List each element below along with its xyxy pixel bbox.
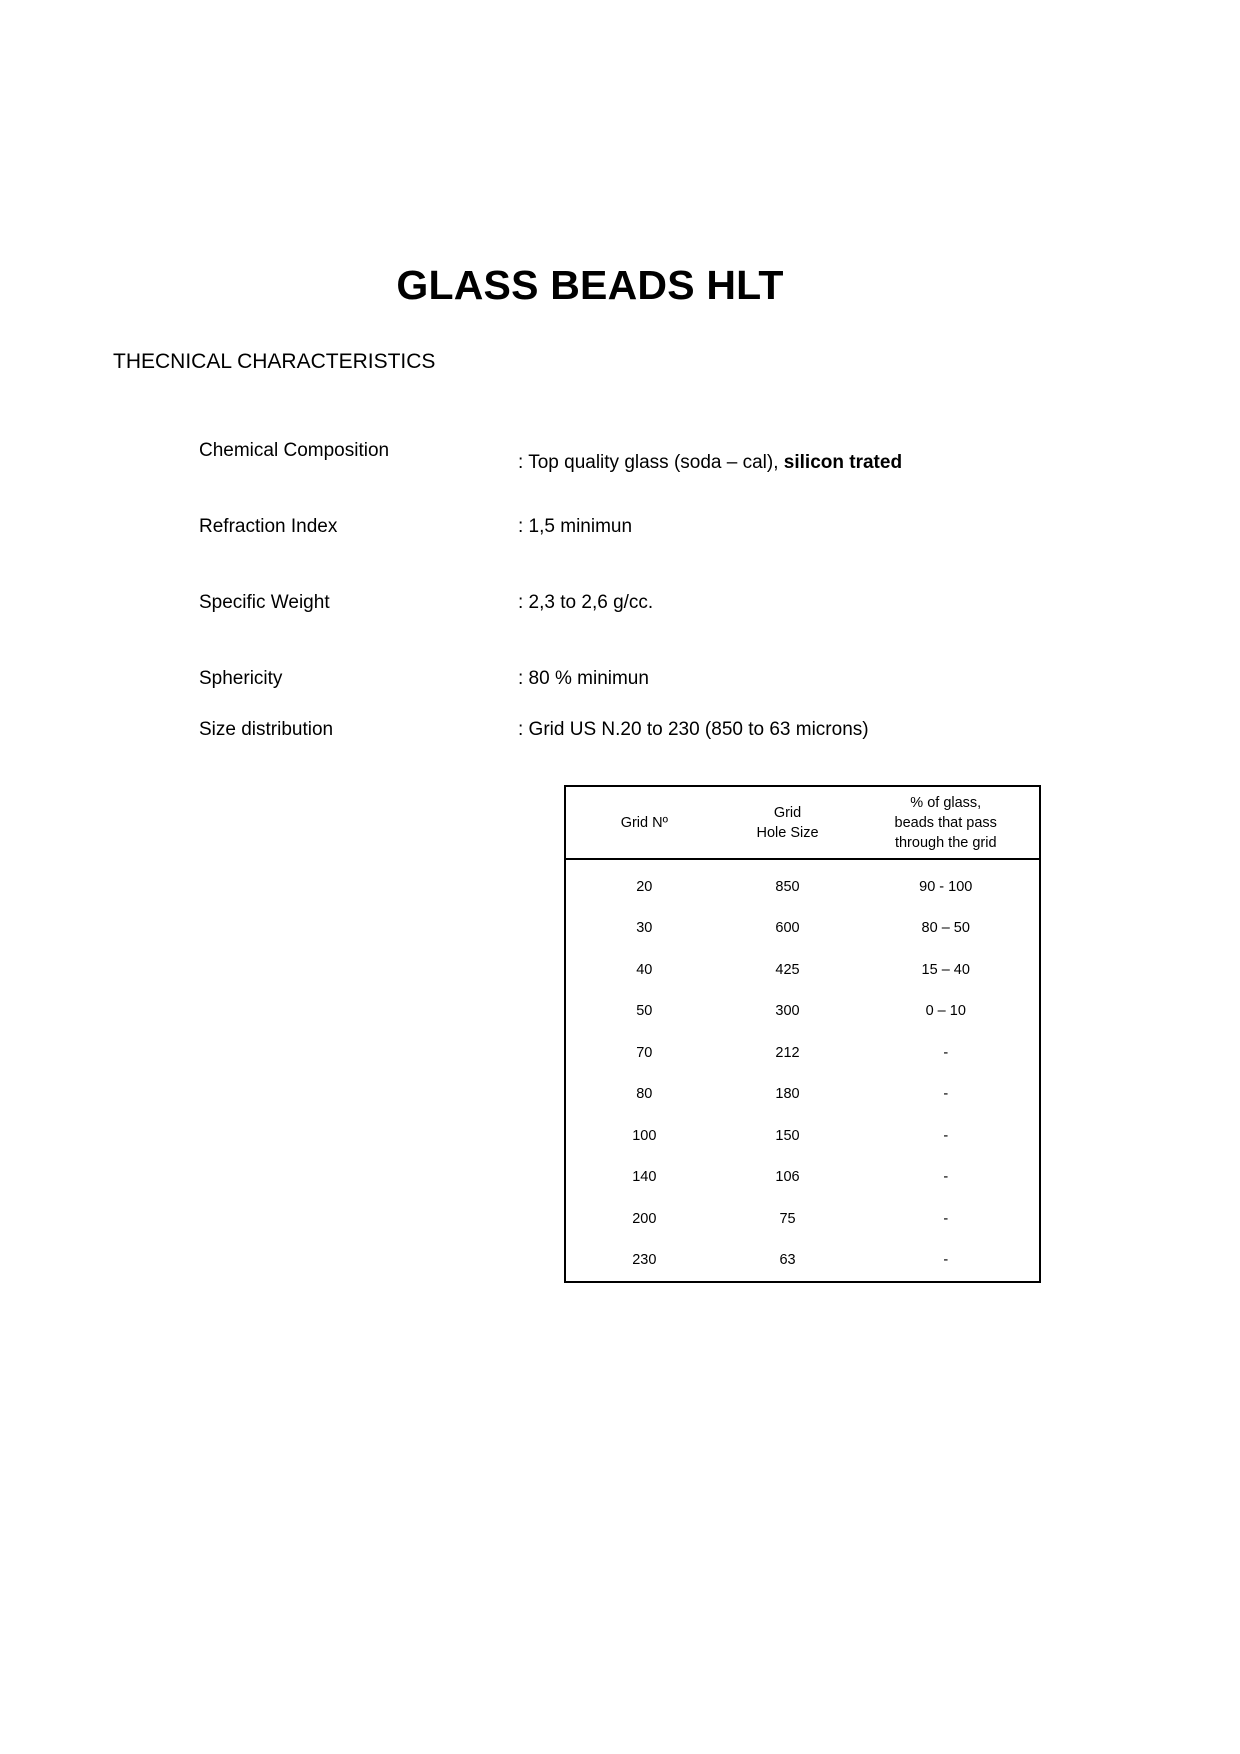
cell-hole-size: 600 xyxy=(775,920,800,937)
header-grid-no: Grid Nº xyxy=(565,786,723,859)
cell-hole-size: 75 xyxy=(779,1210,796,1227)
grid-size-table xyxy=(564,785,1041,1283)
table-row xyxy=(565,1157,1040,1199)
cell-pass-percent: 90 - 100 xyxy=(919,878,973,895)
cell-hole-size: 63 xyxy=(779,1252,796,1269)
table-row xyxy=(565,1032,1040,1074)
characteristic-value-bold: silicon trated xyxy=(783,452,903,473)
characteristic-label: Specific Weight xyxy=(199,592,330,613)
table-row xyxy=(565,859,1040,908)
header-hole-size xyxy=(723,786,853,859)
header-pass-line: % of glass, xyxy=(910,794,982,811)
cell-grid-no: 40 xyxy=(636,961,653,978)
cell-pass-percent: - xyxy=(943,1127,949,1144)
cell-hole-size: 300 xyxy=(775,1003,800,1020)
header-pass-percent xyxy=(852,786,1040,859)
cell-pass-percent: - xyxy=(943,1169,949,1186)
cell-pass-percent: - xyxy=(943,1252,949,1269)
cell-hole-size: 212 xyxy=(775,1044,800,1061)
cell-hole-size: 425 xyxy=(775,961,800,978)
cell-pass-percent: - xyxy=(943,1210,949,1227)
cell-grid-no: 100 xyxy=(632,1127,657,1144)
table-header-row xyxy=(565,786,1040,859)
cell-grid-no: 200 xyxy=(632,1210,657,1227)
cell-hole-size: 106 xyxy=(775,1169,800,1186)
table-row xyxy=(565,949,1040,991)
cell-pass-percent: 80 – 50 xyxy=(921,920,970,937)
characteristic-value xyxy=(518,452,902,474)
header-hole-size-line: Grid xyxy=(773,804,802,821)
table-row xyxy=(565,1115,1040,1157)
section-heading: THECNICAL CHARACTERISTICS xyxy=(113,350,436,373)
characteristic-label: Size distribution xyxy=(199,719,334,740)
cell-grid-no: 30 xyxy=(636,920,653,937)
characteristic-label: Sphericity xyxy=(199,668,283,689)
characteristic-label: Chemical Composition xyxy=(199,440,390,461)
characteristic-value: : 2,3 to 2,6 g/cc. xyxy=(518,592,654,613)
cell-hole-size: 150 xyxy=(775,1127,800,1144)
cell-pass-percent: 0 – 10 xyxy=(925,1003,966,1020)
cell-grid-no: 20 xyxy=(636,878,653,895)
cell-grid-no: 230 xyxy=(632,1252,657,1269)
header-pass-line: beads that pass xyxy=(894,814,997,831)
document-title: GLASS BEADS HLT xyxy=(396,262,784,308)
cell-grid-no: 80 xyxy=(636,1086,653,1103)
table-row xyxy=(565,908,1040,950)
cell-grid-no: 140 xyxy=(632,1169,657,1186)
cell-pass-percent: - xyxy=(943,1086,949,1103)
table-row xyxy=(565,1074,1040,1116)
header-pass-line: through the grid xyxy=(894,834,997,851)
characteristic-value: : 80 % minimun xyxy=(518,668,649,689)
characteristic-value: : Grid US N.20 to 230 (850 to 63 microns) xyxy=(518,719,869,740)
characteristic-value: : 1,5 minimun xyxy=(518,516,633,537)
table-row xyxy=(565,1240,1040,1283)
table-row xyxy=(565,991,1040,1033)
cell-hole-size: 850 xyxy=(775,878,800,895)
cell-pass-percent: 15 – 40 xyxy=(921,961,970,978)
table-row xyxy=(565,1198,1040,1240)
cell-grid-no: 70 xyxy=(636,1044,653,1061)
cell-hole-size: 180 xyxy=(775,1086,800,1103)
header-hole-size-line: Hole Size xyxy=(756,824,819,841)
cell-pass-percent: - xyxy=(943,1044,949,1061)
cell-grid-no: 50 xyxy=(636,1003,653,1020)
characteristic-label: Refraction Index xyxy=(199,516,338,537)
characteristic-value-text: : Top quality glass (soda – cal), xyxy=(518,452,784,473)
